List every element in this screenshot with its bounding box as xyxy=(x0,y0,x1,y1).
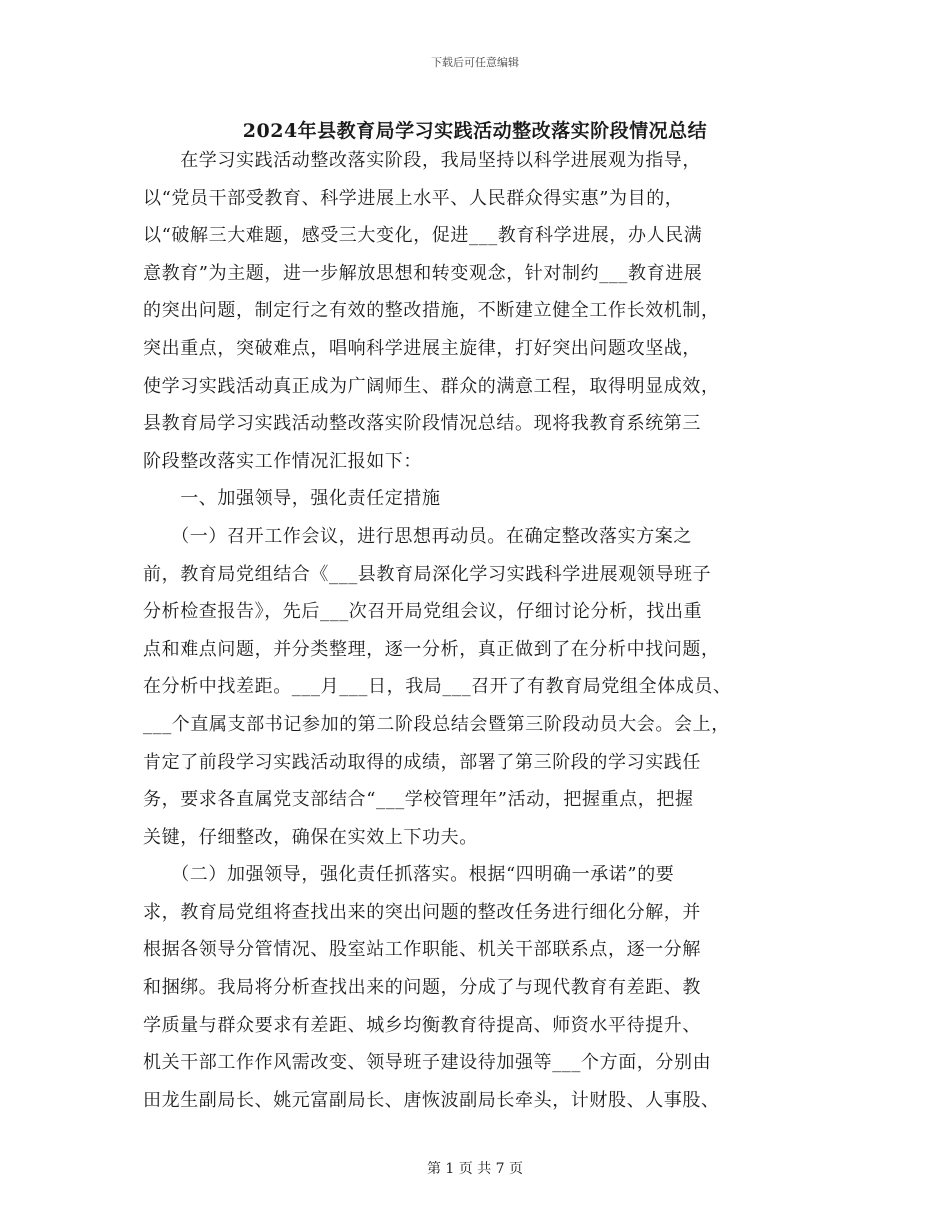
body-line: 意教育”为主题，进一步解放思想和转变观念，针对制约___教育进展 xyxy=(143,262,703,284)
page-footer: 第 1 页 共 7 页 xyxy=(426,1161,524,1177)
body-line: 机关干部工作作风需改变、领导班子建设待加强等___个方面，分别由 xyxy=(143,1052,712,1074)
body-line: （一）召开工作会议，进行思想再动员。在确定整改落实方案之 xyxy=(143,525,692,547)
body-line: 和捆绑。我局将分析查找出来的问题，分成了与现代教育有差距、教 xyxy=(143,977,701,999)
body-line: 根据各领导分管情况、股室站工作职能、机关干部联系点，逐一分解 xyxy=(143,939,701,961)
document-title: 2024年县教育局学习实践活动整改落实阶段情况总结 xyxy=(242,120,708,142)
body-line: 在学习实践活动整改落实阶段，我局坚持以科学进展观为指导， xyxy=(143,150,701,171)
body-line: 以“党员干部受教育、科学进展上水平、人民群众得实惠”为目的， xyxy=(143,187,684,209)
body-line: 关键，仔细整改，确保在实效上下功夫。 xyxy=(143,826,478,848)
body-line: 肯定了前段学习实践活动取得的成绩，部署了第三阶段的学习实践任 xyxy=(143,751,701,773)
body-line: 的突出问题，制定行之有效的整改措施，不断建立健全工作长效机制， xyxy=(143,300,720,322)
body-line: 县教育局学习实践活动整改落实阶段情况总结。现将我教育系统第三 xyxy=(143,413,701,435)
document-body xyxy=(143,142,803,1119)
body-line: 田龙生副局长、姚元富副局长、唐恢波副局长牵头，计财股、人事股、 xyxy=(143,1089,720,1111)
body-line: 一、加强领导，强化责任定措施 xyxy=(143,488,441,510)
body-line: 突出重点，突破难点，唱响科学进展主旋律，打好突出问题攻坚战， xyxy=(143,337,701,359)
body-line: 分析检查报告》，先后___次召开局党组会议，仔细讨论分析，找出重 xyxy=(143,601,703,623)
body-line: 点和难点问题，并分类整理，逐一分析，真正做到了在分析中找问题， xyxy=(143,638,720,660)
body-line: ___个直属支部书记参加的第二阶段总结会暨第三阶段动员大会。会上， xyxy=(143,713,730,735)
body-line: （二）加强领导，强化责任抓落实。根据“四明确一承诺”的要 xyxy=(143,864,675,886)
body-line: 在分析中找差距。___月___日，我局___召开了有教育局党组全体成员、 xyxy=(143,676,732,698)
body-line: 阶段整改落实工作情况汇报如下： xyxy=(143,450,422,472)
body-line: 以“破解三大难题，感受三大变化，促进___教育科学进展，办人民满 xyxy=(143,225,703,247)
body-line: 求，教育局党组将查找出来的突出问题的整改任务进行细化分解，并 xyxy=(143,901,701,923)
body-line: 前，教育局党组结合《___县教育局深化学习实践科学进展观领导班子 xyxy=(143,563,712,585)
body-line: 使学习实践活动真正成为广阔师生、群众的满意工程，取得明显成效， xyxy=(143,375,720,397)
body-line: 务，要求各直属党支部结合“___学校管理年”活动，把握重点，把握 xyxy=(143,789,694,811)
header-note: 下载后可任意编辑 xyxy=(431,56,519,69)
body-line: 学质量与群众要求有差距、城乡均衡教育待提高、师资水平待提升、 xyxy=(143,1014,701,1036)
